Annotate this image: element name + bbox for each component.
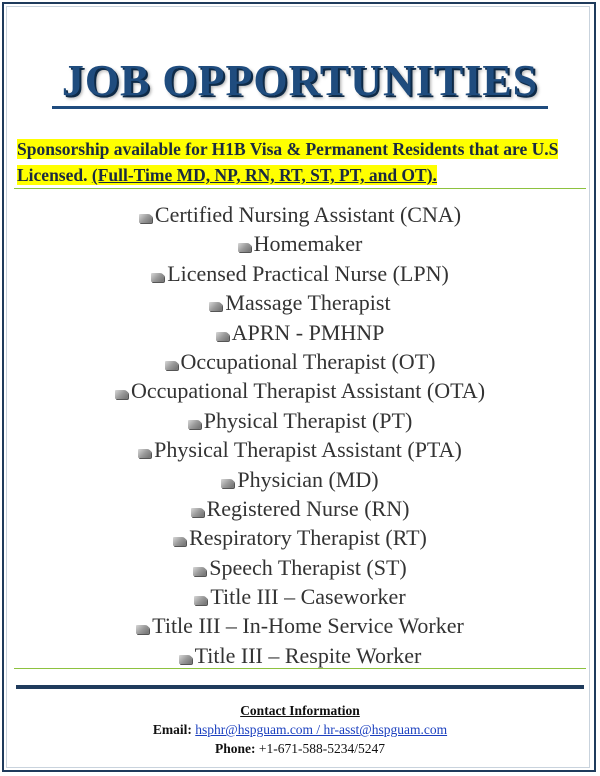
job-title: Occupational Therapist Assistant (OTA) <box>130 378 486 404</box>
job-title: Title III – Caseworker <box>210 584 406 610</box>
job-title: Massage Therapist <box>225 290 391 316</box>
job-item <box>0 318 600 347</box>
bullet-icon <box>216 332 229 341</box>
sponsorship-positions: (Full-Time MD, NP, RN, RT, ST, PT, and OT). <box>91 165 437 185</box>
bullet-icon <box>179 655 192 664</box>
title-underline <box>52 106 548 109</box>
bullet-icon <box>139 214 152 223</box>
job-title: Licensed Practical Nurse (LPN) <box>167 260 449 286</box>
phone-number: +1-671-588-5234/5247 <box>258 741 385 756</box>
job-item <box>0 523 600 552</box>
email-label: Email: <box>152 722 192 737</box>
page-title: JOB OPPORTUNITIES <box>61 56 539 105</box>
job-item <box>0 435 600 464</box>
phone-label: Phone: <box>215 741 256 756</box>
sponsorship-divider <box>14 188 586 189</box>
job-title: Registered Nurse (RN) <box>206 495 410 521</box>
job-item <box>0 376 600 405</box>
bullet-icon <box>191 508 204 517</box>
bullet-icon <box>209 302 222 311</box>
job-item <box>0 406 600 435</box>
job-title: Homemaker <box>253 231 363 257</box>
job-title: Respiratory Therapist (RT) <box>189 525 427 551</box>
job-item <box>0 229 600 258</box>
job-list <box>0 200 600 670</box>
contact-section <box>0 701 600 758</box>
job-item <box>0 494 600 523</box>
bullet-icon <box>151 273 164 282</box>
bullet-icon <box>165 361 178 370</box>
job-item <box>0 611 600 640</box>
bullet-icon <box>188 420 201 429</box>
job-title: Physician (MD) <box>237 466 379 492</box>
job-title: APRN - PMHNP <box>231 319 385 345</box>
sponsorship-text: Sponsorship available for H1B Visa & Permanent Residents that are U.S Licensed. <box>17 139 559 185</box>
bullet-icon <box>138 449 151 458</box>
bullet-icon <box>238 243 251 252</box>
email-link[interactable]: hsphr@hspguam.com / hr-asst@hspguam.com <box>195 722 448 737</box>
job-item <box>0 288 600 317</box>
bullet-icon <box>173 537 186 546</box>
sponsorship-highlight <box>17 139 558 185</box>
job-item <box>0 347 600 376</box>
email-line <box>0 720 600 739</box>
job-item <box>0 641 600 670</box>
bullet-icon <box>194 596 207 605</box>
job-item <box>0 465 600 494</box>
job-item <box>0 553 600 582</box>
bullet-icon <box>136 625 149 634</box>
job-title: Physical Therapist Assistant (PTA) <box>154 437 462 463</box>
job-title: Title III – Respite Worker <box>194 642 422 668</box>
contact-divider-bar <box>16 685 584 689</box>
jobs-divider <box>14 668 586 669</box>
job-title: Physical Therapist (PT) <box>203 407 413 433</box>
sponsorship-notice <box>17 136 577 188</box>
contact-heading: Contact Information <box>240 703 360 718</box>
bullet-icon <box>115 390 128 399</box>
job-title: Title III – In-Home Service Worker <box>152 613 464 639</box>
bullet-icon <box>221 479 234 488</box>
job-item <box>0 582 600 611</box>
job-title: Certified Nursing Assistant (CNA) <box>154 202 462 227</box>
job-item <box>0 259 600 288</box>
job-title: Speech Therapist (ST) <box>209 554 407 580</box>
job-title: Occupational Therapist (OT) <box>180 348 436 374</box>
bullet-icon <box>193 567 206 576</box>
phone-line <box>0 739 600 758</box>
job-item <box>0 200 600 229</box>
